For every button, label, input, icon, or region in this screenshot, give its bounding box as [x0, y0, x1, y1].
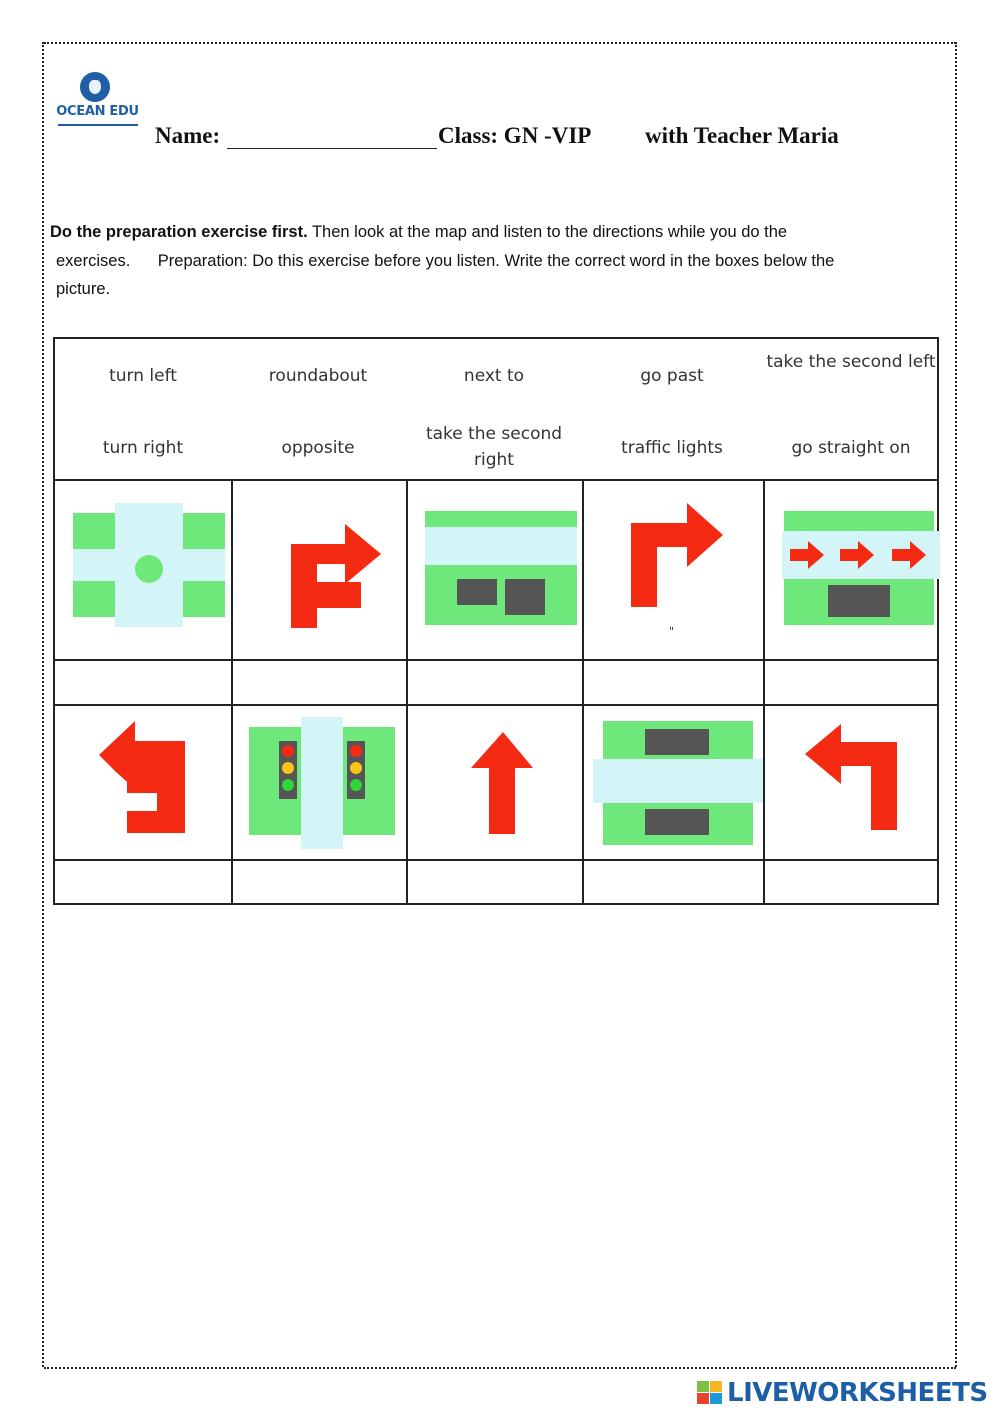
page-border-top [44, 42, 956, 44]
word-bank-item: take the second right [425, 424, 563, 470]
svg-text:": " [669, 625, 675, 638]
word-bank-item: opposite [281, 438, 355, 458]
next-to-icon [425, 511, 577, 627]
answer-box[interactable] [55, 861, 231, 903]
traffic-lights-icon [249, 717, 395, 849]
name-label: Name: [155, 123, 221, 148]
page-border-left [42, 42, 44, 1367]
name-blank-line[interactable] [227, 148, 437, 149]
answer-box[interactable] [55, 661, 231, 704]
answer-box[interactable] [584, 861, 763, 903]
roundabout-icon [73, 501, 225, 627]
answer-box[interactable] [408, 661, 582, 704]
word-bank-item: go past [640, 366, 704, 386]
liveworksheets-logo-icon [697, 1381, 723, 1405]
globe-icon [80, 72, 110, 102]
go-past-icon [782, 511, 940, 627]
turn-right-junction-icon [289, 504, 385, 630]
class-label: Class: GN -VIP [438, 123, 592, 148]
page-border-right [955, 42, 957, 1367]
take-second-left-icon [99, 721, 191, 837]
answer-box[interactable] [233, 861, 406, 903]
answer-box[interactable] [765, 861, 937, 903]
teacher-label: with Teacher Maria [645, 123, 839, 148]
go-straight-arrow-icon [469, 732, 537, 836]
instructions-line-1-rest: Then look at the map and listen to the directions while you do the [307, 223, 788, 241]
instructions-line-3: picture. [56, 280, 111, 298]
answer-box[interactable] [233, 661, 406, 704]
answer-box[interactable] [408, 861, 582, 903]
grid-line [55, 704, 937, 706]
instructions-line-2: exercises. Preparation: Do this exercise before you listen. Write the correct word in the boxes below the [56, 251, 835, 270]
opposite-icon [593, 721, 763, 845]
word-bank-item: turn right [102, 438, 184, 458]
answer-box[interactable] [765, 661, 937, 704]
worksheet-header [0, 123, 1000, 153]
instructions-line-1 [50, 218, 787, 247]
word-bank-item: turn left [109, 366, 177, 386]
turn-left-arrow-icon [805, 724, 901, 834]
word-bank-item: roundabout [268, 366, 368, 386]
logo-text: OCEAN EDU [56, 104, 139, 119]
word-bank-item: take the second left [766, 352, 936, 372]
answer-box[interactable] [584, 661, 763, 704]
brand-text: LIVEWORKSHEETS [727, 1378, 988, 1408]
word-bank-item: next to [463, 366, 525, 386]
word-bank-item: go straight on [791, 438, 911, 458]
turn-right-arrow-icon [631, 503, 727, 643]
exercise-grid [53, 337, 939, 905]
page-border-bottom [44, 1367, 956, 1369]
grid-line [55, 479, 937, 481]
word-bank-item: traffic lights [621, 438, 723, 458]
instructions-bold: Do the preparation exercise first. [50, 223, 308, 241]
